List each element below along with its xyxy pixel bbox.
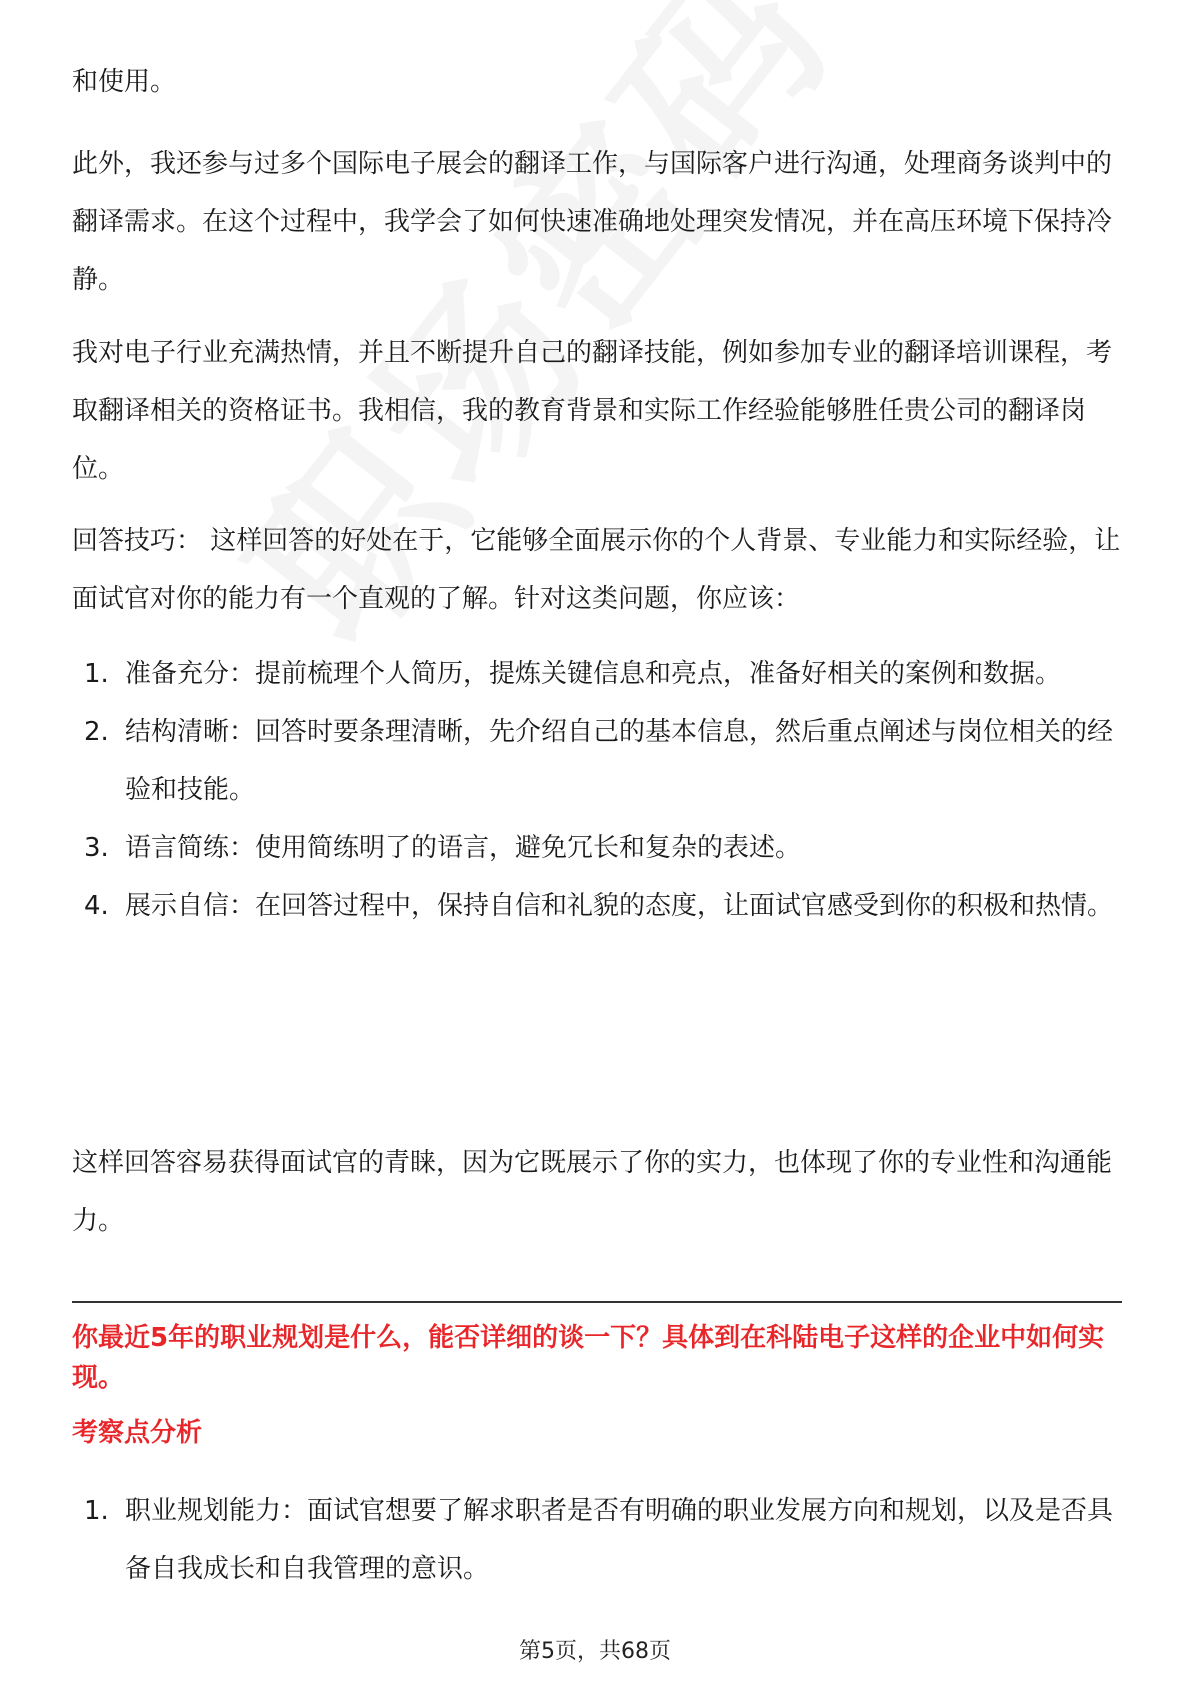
list-item (72, 877, 1122, 935)
list-item (72, 1482, 1122, 1598)
list-item (72, 819, 1122, 877)
list-number: 1. (84, 659, 109, 689)
tips-list (72, 645, 1122, 935)
list-number: 2. (84, 717, 109, 747)
paragraph-closing: 这样回答容易获得面试官的青睐，因为它既展示了你的实力，也体现了你的专业性和沟通能力。 (72, 1148, 1113, 1236)
analysis-heading: 考察点分析 (72, 1418, 203, 1448)
paragraph-answer-tips: 回答技巧： 这样回答的好处在于，它能够全面展示你的个人背景、专业能力和实际经验，让面试官对你的能力有一个直观的了解。针对这类问题，你应该： (72, 526, 1121, 614)
list-item (72, 703, 1122, 819)
paragraph-exhibitions: 此外，我还参与过多个国际电子展会的翻译工作，与国际客户进行沟通，处理商务谈判中的翻译需求。在这个过程中，我学会了如何快速准确地处理突发情况，并在高压环境下保持冷静。 (72, 149, 1113, 295)
list-number: 3. (84, 833, 109, 863)
list-text: 准备充分：提前梳理个人简历，提炼关键信息和亮点，准备好相关的案例和数据。 (125, 659, 1062, 689)
list-text: 语言简练：使用简练明了的语言，避免冗长和复杂的表述。 (125, 833, 802, 863)
list-text: 展示自信：在回答过程中，保持自信和礼貌的态度，让面试官感受到你的积极和热情。 (125, 891, 1114, 921)
list-item (72, 645, 1122, 703)
page-number: 第5页，共68页 (519, 1639, 671, 1664)
section-divider (72, 1301, 1122, 1303)
paragraph-passion: 我对电子行业充满热情，并且不断提升自己的翻译技能，例如参加专业的翻译培训课程，考取翻译相关的资格证书。我相信，我的教育背景和实际工作经验能够胜任贵公司的翻译岗位。 (72, 338, 1113, 484)
list-text: 结构清晰：回答时要条理清晰，先介绍自己的基本信息，然后重点阐述与岗位相关的经验和技能。 (125, 717, 1114, 805)
analysis-list (72, 1482, 1122, 1598)
list-number: 1. (84, 1496, 109, 1526)
paragraph-continued: 和使用。 (72, 67, 177, 97)
list-number: 4. (84, 891, 109, 921)
list-text: 职业规划能力：面试官想要了解求职者是否有明确的职业发展方向和规划，以及是否具备自我成长和自我管理的意识。 (125, 1496, 1114, 1584)
interview-question: 你最近5年的职业规划是什么，能否详细的谈一下？具体到在科陆电子这样的企业中如何实现。 (72, 1323, 1105, 1393)
